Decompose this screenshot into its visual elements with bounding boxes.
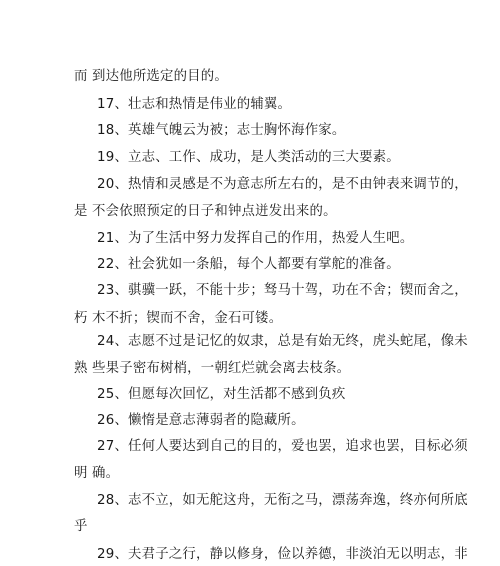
quote-24-line-1: 24、志愿不过是记忆的奴隶，总是有始无终，虎头蛇尾，像未 xyxy=(97,334,468,349)
quote-23-line-2: 朽 木不折；锲而不舍，金石可镂。 xyxy=(74,311,283,326)
quote-25: 25、但愿每次回忆，对生活都不感到负疚 xyxy=(97,387,346,402)
quote-28-line-1: 28、志不立，如无舵这舟，无衔之马，漂荡奔逸，终亦何所底 xyxy=(97,493,468,508)
quote-23-line-1: 23、骐骥一跃，不能十步；驽马十驾，功在不舍；锲而舍之， xyxy=(97,283,468,298)
quote-28-line-2: 乎 xyxy=(74,519,88,534)
quote-20-line-1: 20、热情和灵感是不为意志所左右的，是不由钟表来调节的， xyxy=(97,177,468,192)
quote-22: 22、社会犹如一条船，每个人都要有掌舵的准备。 xyxy=(97,257,400,272)
quote-20-line-2: 是 不会依照预定的日子和钟点迸发出来的。 xyxy=(74,204,337,219)
quote-27-line-2: 明 确。 xyxy=(74,466,120,481)
quote-21: 21、为了生活中努力发挥自己的作用，热爱人生吧。 xyxy=(97,231,414,246)
quote-26: 26、懒惰是意志薄弱者的隐藏所。 xyxy=(97,413,305,428)
quote-29: 29、夫君子之行，静以修身，俭以养德，非淡泊无以明志，非 xyxy=(97,547,468,562)
quote-17: 17、壮志和热情是伟业的辅翼。 xyxy=(97,97,292,112)
quote-27-line-1: 27、任何人要达到自己的目的，爱也罢，追求也罢，目标必须 xyxy=(97,439,468,454)
quote-24-line-2: 熟 些果子密布树梢，一朝红烂就会离去枝条。 xyxy=(74,361,351,376)
paragraph-continuation: 而 到达他所选定的目的。 xyxy=(74,69,228,84)
quote-19: 19、立志、工作、成功，是人类活动的三大要素。 xyxy=(97,150,400,165)
quote-18: 18、英雄气魄云为被；志士胸怀海作家。 xyxy=(97,123,346,138)
